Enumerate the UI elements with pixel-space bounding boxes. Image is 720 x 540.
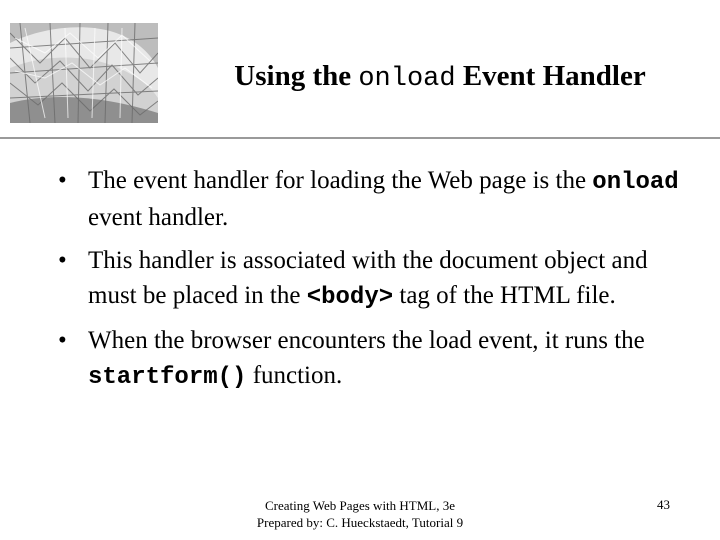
bullet-item — [58, 323, 698, 395]
bullet-code: onload — [592, 169, 679, 196]
bullet-text: event handler. — [88, 204, 229, 231]
bullet-text: tag of the HTML file. — [393, 282, 616, 309]
title-text-before: Using the — [234, 60, 359, 92]
wire-mesh-sculpture-image — [10, 23, 158, 123]
title-divider — [0, 137, 720, 139]
bullet-item — [58, 243, 698, 315]
bullet-list — [58, 163, 698, 403]
wire-mesh-icon — [10, 23, 158, 123]
bullet-dot: • — [58, 247, 67, 274]
bullet-code: startform() — [88, 364, 247, 391]
bullet-item — [58, 163, 698, 235]
footer-line-1: Creating Web Pages with HTML, 3e — [264, 498, 456, 513]
bullet-text: The event handler for loading the Web page is the — [88, 167, 593, 194]
bullet-text: When the browser encounters the load event, it runs the — [88, 327, 645, 354]
slide-footer — [220, 497, 500, 531]
bullet-text: function. — [246, 362, 343, 389]
footer-line-2: Prepared by: C. Hueckstaedt, Tutorial 9 — [256, 515, 464, 530]
slide-title — [160, 60, 720, 94]
page-number: 43 — [657, 497, 670, 512]
bullet-text: This handler is associated with the document object and must be placed in the — [88, 247, 648, 309]
bullet-code: <body> — [306, 284, 394, 311]
bullet-dot: • — [58, 327, 67, 354]
title-text-after: Event Handler — [455, 60, 646, 92]
title-code-onload: onload — [358, 64, 456, 94]
bullet-dot: • — [58, 167, 67, 194]
